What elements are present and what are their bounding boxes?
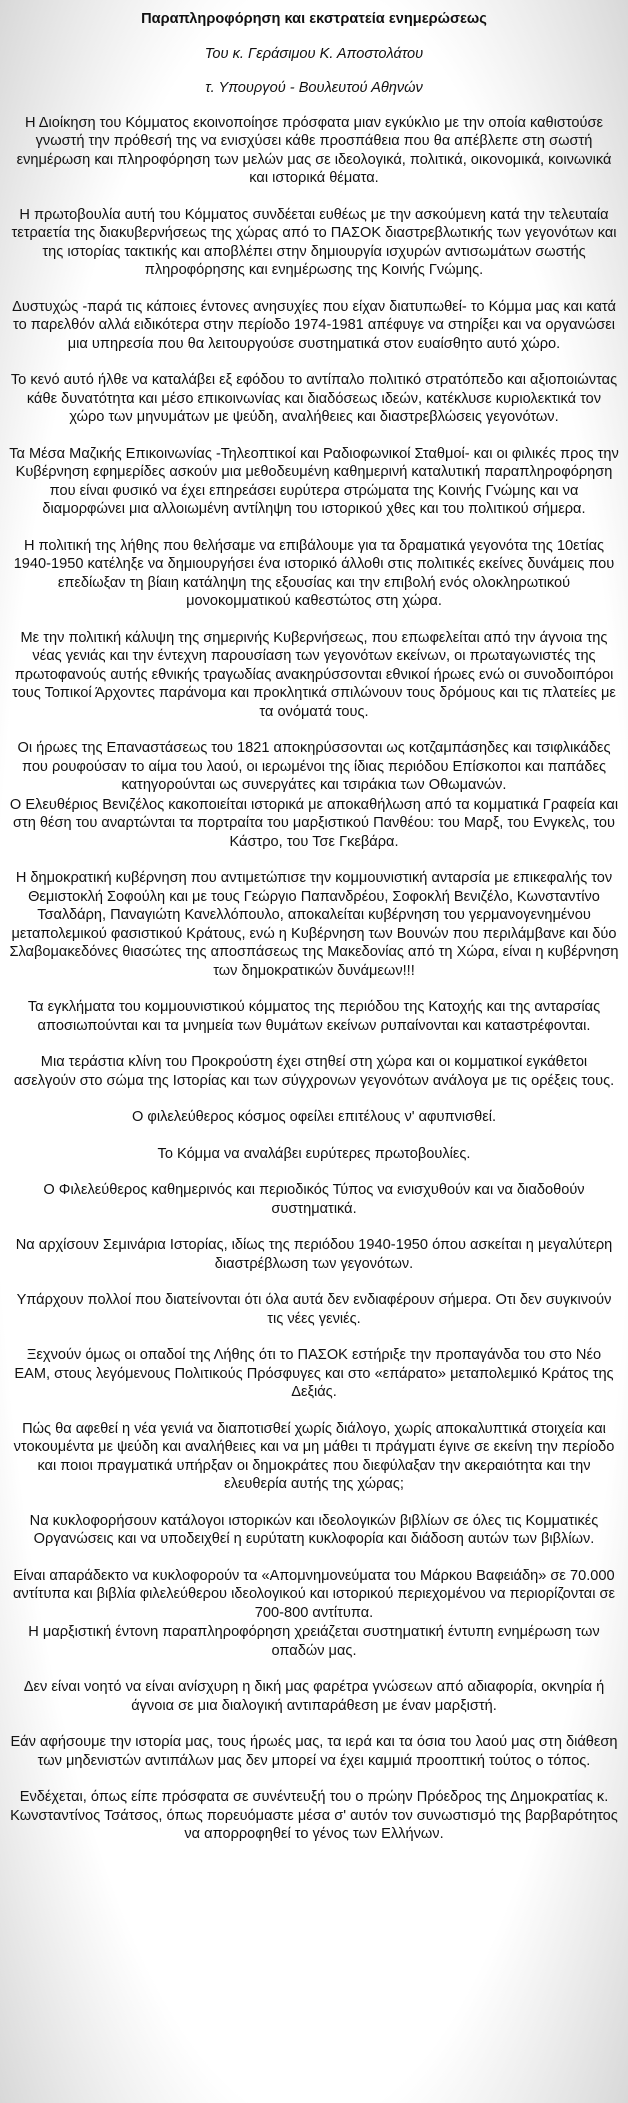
- paragraph-24: Εάν αφήσουμε την ιστορία μας, τους ήρωές μας, τα ιερά και τα όσια του λαού μας στη διάθεση των μηδενιστών αντιπάλων μας δεν μπορεί να έχει καμμιά προοπτική τούτος ο τόπος.: [10, 1734, 618, 1769]
- paragraph-23: Δεν είναι νοητό να είναι ανίσχυρη η δική μας φαρέτρα γνώσεων από αδιαφορία, οκνηρία ή άγνοια σε μια διαλογική αντιπαράθεση με έναν μαρξιστή.: [23, 1679, 605, 1714]
- paragraph-7: Με την πολιτική κάλυψη της σημερινής Κυβερνήσεως, που επωφελείται από την άγνοια της νέας γενιάς και την έντεχνη παρουσίαση των γεγονότων εκείνων, οι πρωταγωνιστές της πρωτοφανούς αυτής εθνικής τραγωδίας ανακηρύσσονται εθνικοί ήρωες ενώ οι συνοδοιπόροι τους Τοπικοί Άρχοντες παράνομα και προκλητικά σπιλώνουν τους δρόμους και τις πλατείες με τα ονόματά τους.: [12, 629, 616, 720]
- paragraph-15: Ο Φιλελεύθερος καθημερινός και περιοδικός Τύπος να ενισχυθούν και να διαδοθούν συστηματικά.: [43, 1182, 585, 1217]
- paragraph-5: Τα Μέσα Μαζικής Επικοινωνίας -Τηλεοπτικοί και Ραδιοφωνικοί Σταθμοί- και οι φιλικές προς την Κυβέρνηση εφημερίδες ασκούν μια μεθοδευμένη καθημερινή καταλυτική παραπληροφόρηση που είναι φυσικό να έχει επηρεάσει ευρύτερα στρώματα της Κοινής Γνώμης και να διαμορφώνει μια αλλοιωμένη αντίληψη του ιστορικού χθες και του πολιτικού σήμερα.: [9, 445, 619, 517]
- author-name: Του κ. Γεράσιμου Κ. Αποστολάτου: [204, 45, 424, 62]
- paragraph-16: Να αρχίσουν Σεμινάρια Ιστορίας, ιδίως της περιόδου 1940-1950 όπου ασκείται η μεγαλύτερη διαστρέβλωση των γεγονότων.: [15, 1237, 613, 1272]
- paragraph-3: Δυστυχώς -παρά τις κάποιες έντονες ανησυχίες που είχαν διατυπωθεί- το Κόμμα μας και κατά το παρελθόν αλλά ειδικότερα στην περίοδο 1974-1981 απέφυγε να στηρίξει και να οργανώσει μια υπηρεσία που θα λειτουργούσε συστηματικά στον ευαίσθητο αυτό χώρο.: [12, 298, 616, 352]
- paragraph-8: Οι ήρωες της Επαναστάσεως του 1821 αποκηρύσσονται ως κοτζαμπάσηδες και τσιφλικάδες που ρουφούσαν το αίμα του λαού, οι ιερωμένοι της ίδιας περιόδου Επίσκοποι και παπάδες κατηγορούνται ως συνεργάτες και τσιράκια των Οθωμανών.: [17, 740, 611, 793]
- paragraph-22: Η μαρξιστική έντονη παραπληροφόρηση χρειάζεται συστηματική έντυπη ενημέρωση των οπαδών μας.: [28, 1624, 600, 1659]
- paragraph-10: Η δημοκρατική κυβέρνηση που αντιμετώπισε την κομμουνιστική ανταρσία με επικεφαλής τον Θεμιστοκλή Σοφούλη και με τους Γεώργιο Παπανδρέου, Σοφοκλή Βενιζέλο, Κωνσταντίνο Τσαλδάρη, Παναγιώτη Κανελλόπουλο, αποκαλείται κυβέρνηση του γερμανογενημένου μεταπολεμικού φασιστικού Κράτους, ενώ η Κυβέρνηση των Βουνών που περιλάμβανε και δύο Σλαβομακεδόνες θιασώτες της αποσπάσεως της Μακεδονίας από τη Χώρα, είναι η κυβέρνηση των δημοκρατικών δυνάμεων!!!: [9, 870, 619, 979]
- paragraph-6: Η πολιτική της λήθης που θελήσαμε να επιβάλουμε για τα δραματικά γεγονότα της 10ετίας 1940-1950 κατέληξε να δημιουργήσει ένα ιστορικό άλλοθι στις πολιτικές εκείνες δυνάμεις που επεδίωξαν τη βίαιη κατάληψη της εξουσίας και την επιβολή ενός ολοκληρωτικού μονοκομματικού καθεστώτος στη χώρα.: [13, 537, 615, 609]
- paragraph-9: Ο Ελευθέριος Βενιζέλος κακοποιείται ιστορικά με αποκαθήλωση από τα κομματικά Γραφεία και στη θέση του αναρτώνται τα πορτραίτα του μαρξιστικού Πανθέου: του Μαρξ, του Ενγκελς, του Κάστρο, του Τσε Γκεβάρα.: [9, 796, 619, 850]
- paragraph-1: Η Διοίκηση του Κόμματος εκοινοποίησε πρόσφατα μιαν εγκύκλιο με την οποία καθιστούσε γνωστή την πρόθεσή της να ενισχύσει κάθε προσπάθεια που θα απέβλεπε στη σωστή ενημέρωση και πληροφόρηση των μελών μας σε ιδεολογικά, πολιτικά, οικονομικά, κοινωνικά και ιστορικά θέματα.: [16, 114, 612, 186]
- paragraph-25: Ενδέχεται, όπως είπε πρόσφατα σε συνέντευξή του ο πρώην Πρόεδρος της Δημοκρατίας κ. Κωνσταντίνος Τσάτσος, όπως πορευόμαστε μέσα σ' αυτόν τον συνωστισμό της βαρβαρότητος να απορροφηθεί το γένος των Ελλήνων.: [10, 1789, 618, 1842]
- paragraph-14: Το Κόμμα να αναλάβει ευρύτερες πρωτοβουλίες.: [157, 1145, 471, 1162]
- paragraph-19: Πώς θα αφεθεί η νέα γενιά να διαποτισθεί χωρίς διάλογο, χωρίς αποκαλυπτικά στοιχεία και ντοκουμέντα με ψεύδη και αναλήθειες και να μη μάθει τι πράγματι έγινε σε εκείνη την περίοδο και ποιοι πραγματικά υπήρξαν οι δημοκράτες που διεφύλαξαν την ακεραιότητα και την ελευθερία αυτής της χώρας;: [13, 1420, 615, 1492]
- article-title: Παραπληροφόρηση και εκστρατεία ενημερώσεως: [141, 11, 487, 27]
- paragraph-12: Μια τεράστια κλίνη του Προκρούστη έχει στηθεί στη χώρα και οι κομματικοί εγκάθετοι ασελγούν στο σώμα της Ιστορίας και των σύγχρονων γεγονότων ανάλογα με τις ορέξεις τους.: [13, 1054, 615, 1089]
- paragraph-20: Να κυκλοφορήσουν κατάλογοι ιστορικών και ιδεολογικών βιβλίων σε όλες τις Κομματικές Οργανώσεις και να υποδειχθεί η ευρύτατη κυκλοφορία και διάδοση αυτών των βιβλίων.: [29, 1512, 599, 1547]
- paragraph-17: Υπάρχουν πολλοί που διατείνονται ότι όλα αυτά δεν ενδιαφέρουν σήμερα. Οτι δεν συγκινούν τις νέες γενιές.: [16, 1292, 612, 1327]
- author-role: τ. Υπουργού - Βουλευτού Αθηνών: [205, 80, 423, 96]
- paragraph-2: Η πρωτοβουλία αυτή του Κόμματος συνδέεται ευθέως με την ασκούμενη κατά την τελευταία τετραετία της διακυβερνήσεως της χώρας από το ΠΑΣΟΚ διαστρεβλωτικής των γεγονότων και της ιστορίας τακτικής και αποβλέπει στην δημιουργία ισχυρών αντισωμάτων σωστής πληροφόρησης και ενημέρωσης της Κοινής Γνώμης.: [11, 206, 617, 278]
- paragraph-18: Ξεχνούν όμως οι οπαδοί της Λήθης ότι το ΠΑΣΟΚ εστήριξε την προπαγάνδα του στο Νέο ΕΑΜ, στους λεγόμενους Πολιτικούς Πρόσφυγες και στο «επάρατο» μεταπολεμικό Κράτος της Δεξιάς.: [14, 1347, 614, 1400]
- paragraph-21: Είναι απαράδεκτο να κυκλοφορούν τα «Απομνημονεύματα του Μάρκου Βαφειάδη» σε 70.000 αντίτυπα και βιβλία φιλελεύθερου ιδεολογικού και ιστορικού περιεχομένου να περιορίζονται σε 700-800 αντίτυπα.: [12, 1567, 616, 1621]
- paragraph-11: Τα εγκλήματα του κομμουνιστικού κόμματος της περιόδου της Κατοχής και της ανταρσίας αποσιωπούνται και τα μνημεία των θυμάτων εκείνων ρυπαίνονται και καταστρέφονται.: [27, 999, 601, 1034]
- paragraph-13: Ο φιλελεύθερος κόσμος οφείλει επιτέλους ν' αφυπνισθεί.: [131, 1109, 496, 1125]
- paragraph-4: Το κενό αυτό ήλθε να καταλάβει εξ εφόδου το αντίπαλο πολιτικό στρατόπεδο και αξιοποιώντας κάθε δυνατότητα και μέσο επικοινωνίας και διαδόσεως ιδεών, κατέκλυσε κυριολεκτικά τον χώρο των μηνυμάτων με ψεύδη, αναλήθειες και διαστρεβλώσεις γεγονότων.: [10, 372, 618, 425]
